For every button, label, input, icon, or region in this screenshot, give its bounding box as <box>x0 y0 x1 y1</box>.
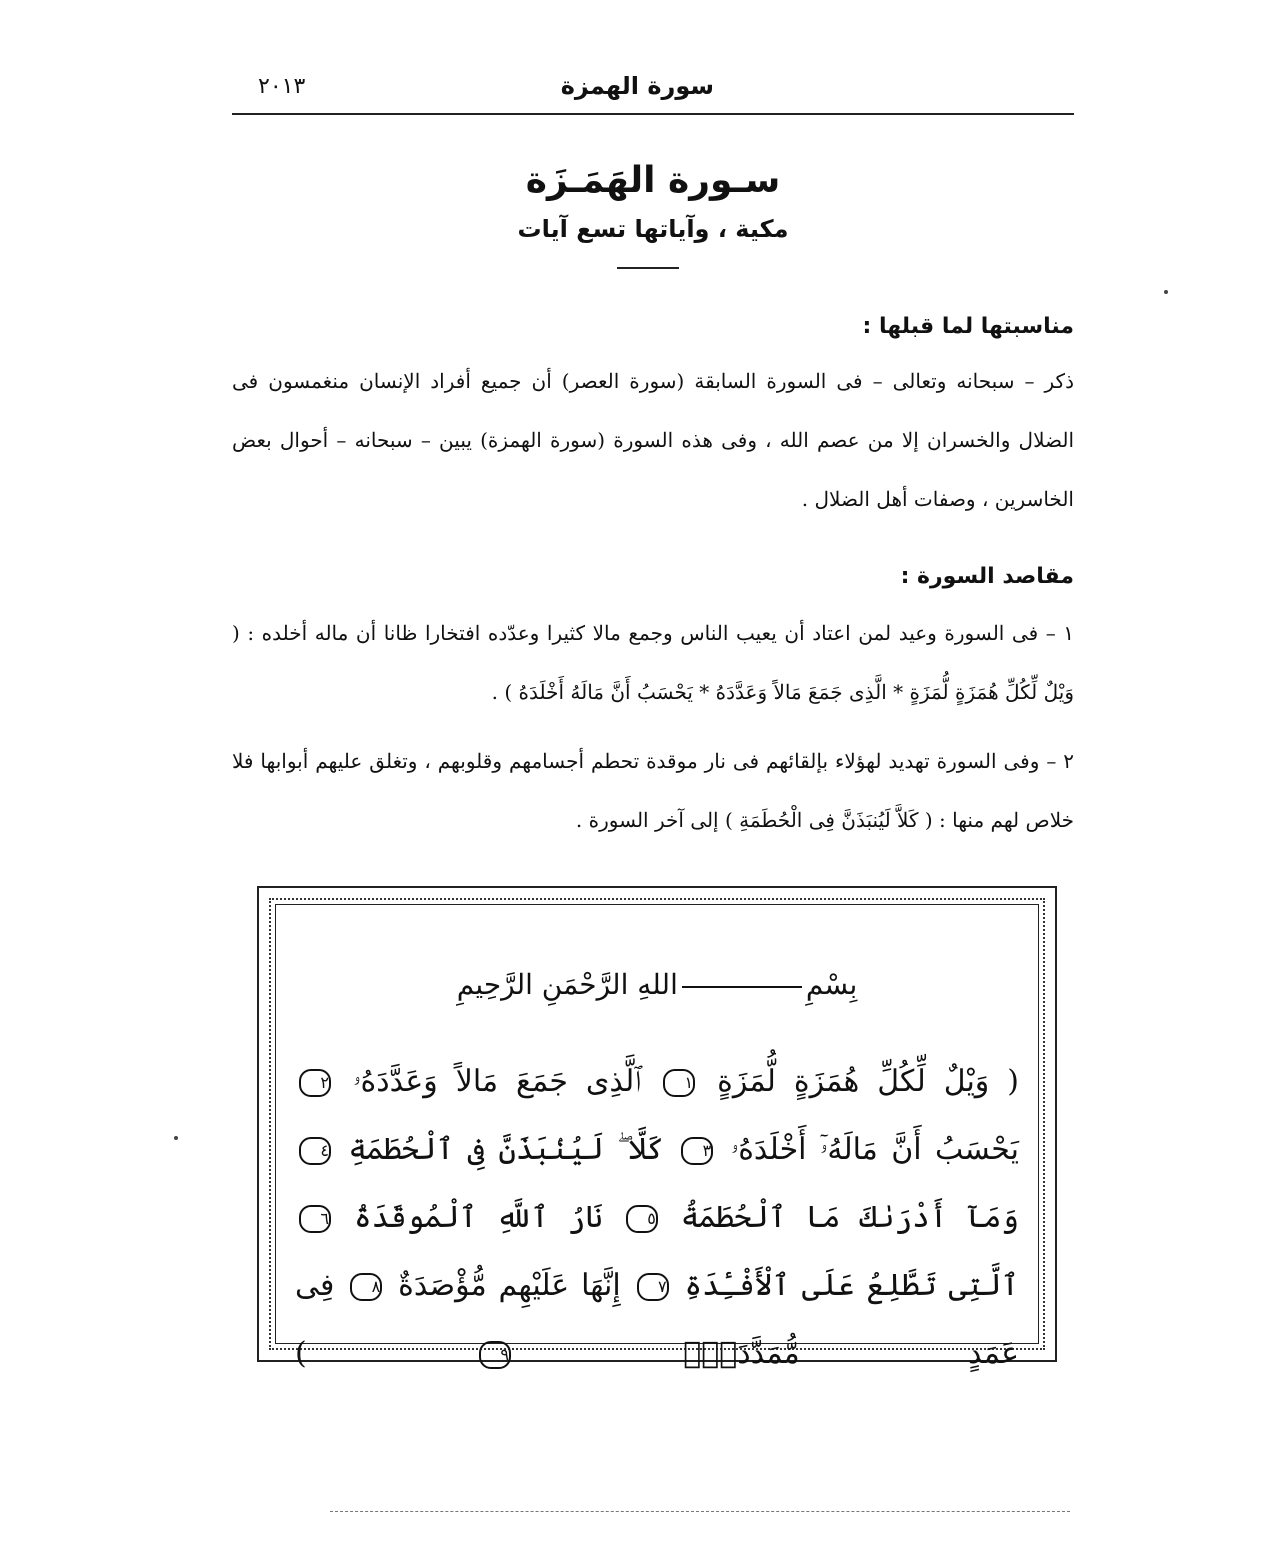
ayah-number-marker: ٤ <box>299 1137 331 1165</box>
page-number: ٢٠١٣ <box>258 74 306 99</box>
ayah-number-marker: ٣ <box>681 1137 713 1165</box>
quran-frame <box>257 886 1057 1371</box>
ayah-number-marker: ٨ <box>350 1273 382 1301</box>
ayah-number-marker: ٢ <box>299 1069 331 1097</box>
basmala <box>259 968 1055 1001</box>
relation-paragraph: ذكر – سبحانه وتعالى – فى السورة السابقة (سورة العصر) أن جميع أفراد الإنسان منغمسون فى الضلال والخسران إلا من عصم الله ، وفى هذه السورة (سورة الهمزة) يبين – سبحانه – أحوال بعض الخاسرين ، وصفات أهل الضلال . <box>232 369 1074 511</box>
header-divider <box>232 113 1074 115</box>
ayah-text: وَمَآ أَدْرَىٰكَ مَا ٱلْحُطَمَةُ <box>680 1200 1020 1235</box>
title-divider <box>617 267 679 269</box>
scan-speck <box>174 1136 178 1140</box>
ayah-number-marker: ١ <box>663 1069 695 1097</box>
ayah-text: ( وَيْلٌ لِّكُلِّ هُمَزَةٍ لُّمَزَةٍ <box>717 1064 1019 1099</box>
ayah-text: فِى عَمَدٍ مُّمَدَّدَةٍۭ <box>295 1268 1019 1371</box>
ayah-number-marker: ٥ <box>626 1205 658 1233</box>
aim-paragraph-2: ٢ – وفى السورة تهديد لهؤلاء بإلقائهم فى نار موقدة تحطم أجسامهم وقلوبهم ، وتغلق عليهم أبوابها فلا خلاص لهم منها : ( كَلاَّ لَيُنبَذَنَّ فِى الْحُطَمَةِ ) إلى آخر السورة . <box>232 749 1074 832</box>
ayah-number-marker: ٩ <box>479 1341 511 1369</box>
closing-bracket: ) <box>295 1336 307 1371</box>
ayah-text: كَلَّا ۖ لَيُنۢبَذَنَّ فِى ٱلْحُطَمَةِ <box>348 1132 664 1167</box>
ayah-number-marker: ٧ <box>637 1273 669 1301</box>
basmala-stroke <box>682 986 802 988</box>
ayah-text: ٱلَّذِى جَمَعَ مَالاً وَعَدَّدَهُۥ <box>353 1064 642 1099</box>
ayah-text: نَارُ ٱللَّهِ ٱلْمُوقَدَةُ <box>353 1200 603 1235</box>
ayah-number-marker: ٦ <box>299 1205 331 1233</box>
surah-subtitle: مكية ، وآياتها تسع آيات <box>517 215 789 243</box>
relation-heading: مناسبتها لما قبلها : <box>862 314 1074 339</box>
running-head <box>232 66 1074 110</box>
ayah-text: يَحْسَبُ أَنَّ مَالَهُۥٓ أَخْلَدَهُۥ <box>730 1132 1019 1167</box>
ayah-text: ٱلَّتِى تَطَّلِعُ عَلَى ٱلْأَفْـِٔدَةِ <box>684 1268 1019 1303</box>
running-title: سورة الهمزة <box>560 72 714 100</box>
quran-verses <box>295 1048 1019 1388</box>
basmala-start: بِسْمِ <box>805 968 858 1001</box>
surah-title: سـورة الهَمَـزَة <box>525 160 781 201</box>
surah-title-block <box>232 160 1074 243</box>
scan-speck <box>1164 290 1168 294</box>
basmala-rest: اللهِ الرَّحْمَنِ الرَّحِيمِ <box>456 968 678 1001</box>
aims-heading: مقاصد السورة : <box>900 564 1074 589</box>
ayah-text: إِنَّهَا عَلَيْهِم مُّؤْصَدَةٌ <box>398 1268 621 1303</box>
footer-divider <box>330 1511 1070 1512</box>
aim-paragraph-1: ١ – فى السورة وعيد لمن اعتاد أن يعيب الناس وجمع مالا كثيرا وعدّده افتخارا ظانا أن ماله أخلده : ( وَيْلٌ لِّكُلِّ هُمَزَةٍ لُّمَزَةٍ * الَّذِى جَمَعَ مَالاً وَعَدَّدَهُ * يَحْسَبُ أَنَّ مَالَهُ أَخْلَدَهُ ) . <box>232 621 1074 704</box>
